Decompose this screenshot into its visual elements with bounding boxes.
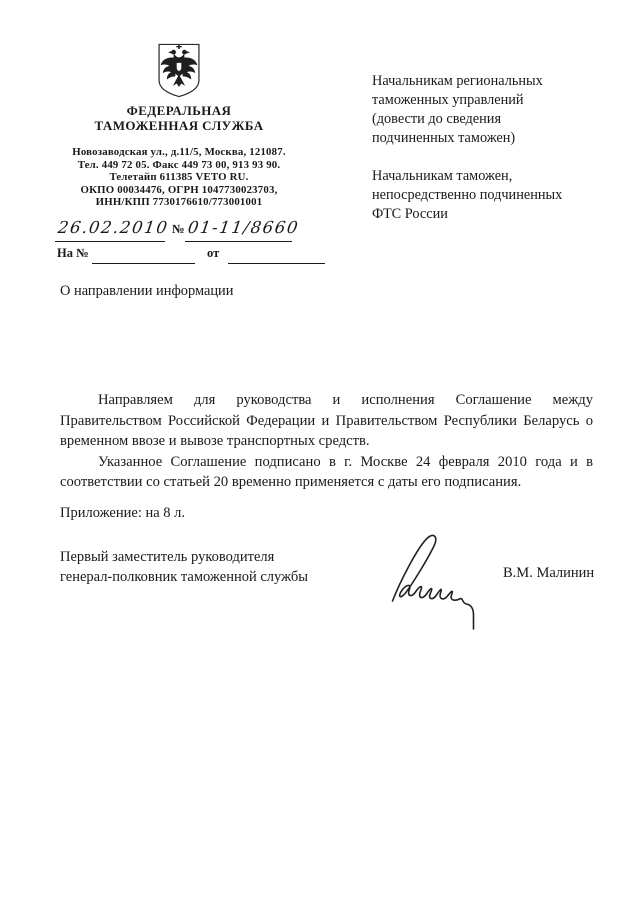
addressee-group-2 xyxy=(372,167,612,224)
date-underline xyxy=(55,240,165,242)
signer-position-line1: Первый заместитель руководителя xyxy=(60,549,275,565)
reply-to-label: На № xyxy=(57,246,89,260)
number-sign-label: № xyxy=(172,222,185,236)
coat-of-arms-double-eagle-icon xyxy=(156,42,202,99)
address-line: ИНН/КПП 7730176610/773001001 xyxy=(95,196,263,209)
addressee-line: Начальникам региональных xyxy=(372,73,543,89)
address-line: Телетайп 611385 VETO RU. xyxy=(109,171,249,184)
signer-position xyxy=(60,548,308,587)
addressee-line: таможенных управлений xyxy=(372,92,524,108)
addressee-line: ФТС России xyxy=(372,206,448,222)
reply-number-blank xyxy=(92,262,195,264)
letter-body xyxy=(60,390,593,493)
addressee-line: Начальникам таможен, xyxy=(372,168,513,184)
letterhead xyxy=(55,42,303,209)
addressee-group-1 xyxy=(372,72,612,148)
subject-line: О направлении информации xyxy=(60,283,234,299)
addressee-line: подчиненных таможен) xyxy=(372,130,516,146)
handwritten-signature-icon xyxy=(385,531,485,631)
from-label: от xyxy=(207,246,220,260)
addressee-line: непосредственно подчиненных xyxy=(372,187,563,203)
body-paragraph-2: Указанное Соглашение подписано в г. Москве 24 февраля 2010 года и в соответствии со статьей 20 временно применяется с даты его подписания. xyxy=(60,453,593,491)
signer-name: В.М. Малинин xyxy=(503,565,595,581)
reply-date-blank xyxy=(228,262,325,264)
handwritten-outgoing-number: 01-11/8660 xyxy=(186,218,301,237)
org-name-line2: ТАМОЖЕННАЯ СЛУЖБА xyxy=(94,118,264,133)
handwritten-date: 26.02.2010 xyxy=(56,218,170,237)
addressee-line: (довести до сведения xyxy=(372,111,502,127)
body-paragraph-1: Направляем для руководства и исполнения Соглашение между Правительством Российской Федерации и Правительством Республики Беларусь о временном ввозе и вывозе транспортных средств. xyxy=(60,392,593,450)
signer-position-line2: генерал-полковник таможенной службы xyxy=(60,568,309,585)
address-line: Новозаводская ул., д.11/5, Москва, 121087. xyxy=(72,146,286,158)
org-name-line1: ФЕДЕРАЛЬНАЯ xyxy=(126,103,232,118)
addressee-block xyxy=(372,72,612,224)
address-line: Тел. 449 72 05. Факс 449 73 00, 913 93 90. xyxy=(77,158,281,171)
incoming-ref-row xyxy=(55,246,335,268)
address-line: ОКПО 00034476, ОГРН 1047730023703, xyxy=(80,183,278,196)
number-underline xyxy=(185,240,292,242)
attachment-line: Приложение: на 8 л. xyxy=(60,505,186,521)
